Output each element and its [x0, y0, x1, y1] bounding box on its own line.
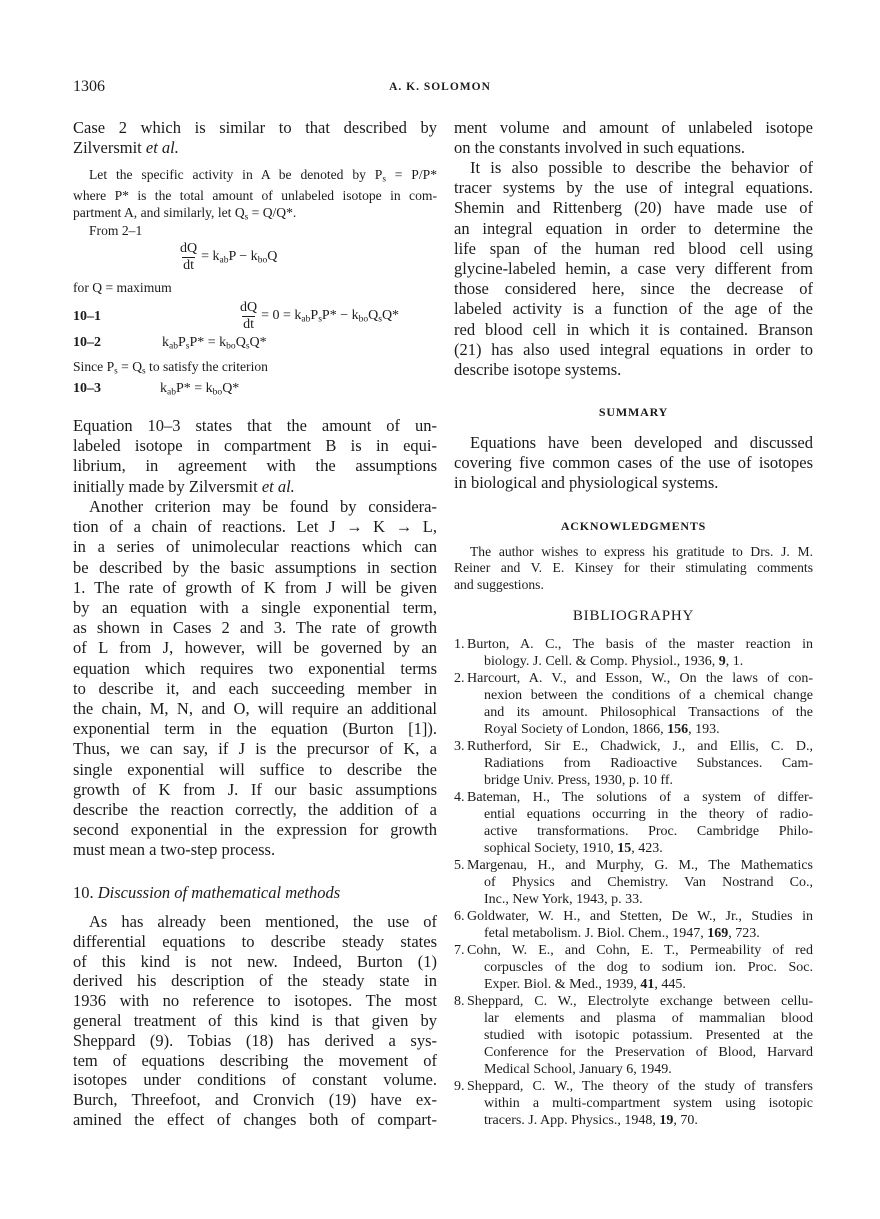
text-run: Zilversmit [73, 138, 146, 158]
text-run: , 423. [631, 840, 663, 856]
text-line: the chain, M, N, and O, will require an additional [73, 699, 437, 719]
reference-item [454, 670, 813, 738]
text-line: Case 2 which is similar to that described by [73, 118, 437, 137]
text-line: (21) has also used integral equations in order to [454, 339, 813, 359]
reference-item [454, 993, 813, 1078]
subscript: s [318, 314, 322, 325]
text-line: Bateman, H., The solutions of a system of differ- [467, 789, 813, 805]
text-line: exponential term in the equation (Burton [1]). [73, 719, 437, 739]
text-run: P* = k [175, 380, 213, 396]
reference-item [454, 908, 813, 942]
text-line: of Physics and Chemistry. Van Nostrand Co., [484, 874, 813, 890]
bold-volume: 19 [659, 1112, 674, 1128]
subscript: bo [358, 314, 369, 325]
summary-paragraph [454, 433, 813, 494]
equation-label-10-1: 10–1 [73, 308, 101, 324]
text-line [467, 840, 813, 857]
text-run: Royal Society of London, 1866, [484, 721, 668, 737]
text-run: P − k [228, 249, 258, 265]
paragraph-case-2 [73, 118, 437, 158]
text-line: As has already been mentioned, the use of [89, 912, 437, 931]
text-run: Q [368, 308, 379, 324]
text-line: From 2–1 [89, 222, 143, 238]
reference-text [467, 942, 813, 993]
reference-text [467, 993, 813, 1078]
text-line: must mean a two-step process. [73, 840, 276, 860]
text-line: describe isotope systems. [454, 360, 622, 380]
text-line: Shemin and Rittenberg (20) have made use of [454, 198, 813, 218]
text-run: , 1. [725, 653, 744, 669]
text-run: = Q [117, 358, 143, 374]
subscript: s [114, 364, 118, 375]
reference-item [454, 942, 813, 993]
bold-volume: 156 [667, 721, 689, 737]
text-run: P* = k [189, 334, 227, 350]
paragraph-another-criterion [73, 497, 437, 861]
paragraph-specific-activity [73, 166, 437, 226]
bold-volume: 41 [640, 976, 655, 992]
paragraph-equation-10-3 [73, 416, 437, 497]
text-line: corpuscles of the dog to sodium ion. Proc. Soc. [484, 959, 813, 975]
subscript: s [244, 211, 249, 222]
page-number: 1306 [73, 78, 105, 95]
reference-item [454, 636, 813, 670]
text-line: Thus, we can say, if J is the precursor of K, a [73, 739, 437, 759]
text-line: red blood cell in which it is contained. Branson [454, 319, 813, 339]
acknowledgments-paragraph [454, 544, 813, 594]
reference-text [467, 670, 813, 738]
paragraph-integral-equations [454, 158, 813, 380]
text-line: Sheppard, C. W., The theory of the study of transfers [467, 1078, 813, 1094]
text-line: bridge Univ. Press, 1930, p. 10 ff. [484, 772, 673, 788]
text-line: differential equations to describe steady states [73, 931, 437, 951]
text-line: Rutherford, Sir E., Chadwick, J., and Ellis, C. D., [467, 738, 813, 754]
text-line: general treatment of this kind is that given by [73, 1010, 437, 1030]
text-run: k [160, 380, 167, 396]
italic-text: et al. [145, 138, 179, 158]
text-line: tem of equations describing the movement of [73, 1050, 437, 1070]
text-line: ment volume and amount of unlabeled isotope [454, 118, 813, 137]
text-line: those considered here, since the decrease of [454, 279, 813, 299]
text-run: sophical Society, 1910, [484, 840, 618, 856]
text-run: = Q/Q*. [248, 204, 297, 220]
text-line: on the constants involved in such equations. [454, 138, 745, 158]
text-run: initially made by Zilversmit [73, 476, 262, 496]
text-run: k [162, 334, 169, 350]
text-line: and suggestions. [454, 576, 544, 592]
subscript: s [382, 172, 386, 183]
text-line: lar elements and plasma of mammalian blood [484, 1010, 813, 1026]
text-line: amined the effect of changes both of compart- [73, 1109, 437, 1129]
text-line [73, 166, 437, 187]
subscript: s [378, 314, 382, 325]
text-run: Q [267, 249, 278, 265]
text-line [73, 883, 437, 903]
text-line: equation which requires two exponential terms [73, 658, 437, 678]
reference-item [454, 857, 813, 908]
text-line: in a series of unimolecular reactions which can [73, 537, 437, 557]
text-line: studied with isotopic potassium. Presented at the [484, 1027, 813, 1043]
subscript: bo [226, 340, 236, 351]
equation-rhs [160, 381, 239, 397]
text-line: Goldwater, W. H., and Stetten, De W., Jr., Studies in [467, 908, 813, 924]
text-line [467, 653, 813, 670]
reference-number: 6. [454, 908, 465, 924]
reference-number: 8. [454, 993, 465, 1009]
text-run: P [177, 334, 186, 350]
subscript: ab [169, 340, 178, 351]
text-line: Reiner and V. E. Kinsey for their stimulating comments [454, 560, 813, 575]
text-line [73, 358, 437, 379]
from-2-1-line [73, 222, 437, 239]
reference-number: 5. [454, 857, 465, 873]
text-line: 1. The rate of growth of K from J will be given [73, 577, 437, 597]
reference-number: 4. [454, 789, 465, 805]
text-line: It is also possible to describe the behavior of [470, 158, 813, 177]
text-line: where P* is the total amount of unlabeled isotope in com- [73, 187, 437, 203]
text-line [467, 976, 813, 993]
text-line: ential equations occurring in the theory of radio- [484, 806, 813, 822]
denominator: dt [183, 258, 194, 273]
numerator: dQ [180, 241, 198, 256]
reference-text [467, 857, 813, 908]
fraction [180, 241, 197, 274]
fraction [240, 300, 257, 333]
text-line: and its amount. Philosophical Transactions of the [484, 704, 813, 720]
text-line: labeled activity is a function of the age of the [454, 299, 813, 319]
subscript: ab [219, 255, 229, 266]
subscript: bo [212, 386, 223, 397]
reference-text [467, 908, 813, 942]
text-line: Inc., New York, 1943, p. 33. [484, 891, 643, 907]
subscript: s [142, 364, 146, 375]
subscript: s [245, 340, 250, 351]
reference-item [454, 1078, 813, 1129]
text-line: of L from J, however, will be governed by an [73, 638, 437, 658]
italic-text: Discussion of mathematical methods [97, 883, 341, 902]
text-line: Another criterion may be found by considera- [89, 497, 437, 516]
text-line: Sheppard, C. W., Electrolyte exchange between cellu- [467, 993, 813, 1009]
text-line: tracer systems by the use of integral equations. [454, 178, 813, 198]
equation-10-3 [160, 381, 239, 397]
text-run: tracers. J. App. Physics., 1948, [484, 1112, 660, 1128]
text-run: Q* [381, 308, 400, 324]
text-line [73, 477, 437, 497]
subscript: bo [257, 255, 268, 266]
text-run: P* − k [321, 308, 359, 324]
text-line: Equations have been developed and discussed [470, 433, 813, 452]
text-run: partment A, and similarly, let Q [73, 204, 245, 220]
summary-heading: SUMMARY [598, 405, 669, 419]
bold-volume: 169 [707, 925, 729, 941]
equation-label-10-3: 10–3 [73, 380, 101, 396]
subscript: ab [301, 314, 311, 325]
acknowledgments-heading: ACKNOWLEDGMENTS [560, 519, 707, 533]
text-line [467, 721, 813, 738]
text-line: describe the reaction correctly, the addition of a [73, 800, 437, 820]
text-line: isotopes under conditions of constant volume. [73, 1070, 437, 1090]
text-run: , 723. [728, 925, 760, 941]
numerator: dQ [240, 300, 258, 315]
running-title: A. K. SOLOMON [389, 81, 491, 93]
subscript: ab [167, 386, 176, 397]
reference-text [467, 738, 813, 789]
reference-text [467, 789, 813, 857]
text-line [467, 925, 813, 942]
equation-10-2 [162, 335, 267, 351]
text-line: glycine-labeled hemin, a case very different from [454, 259, 813, 279]
text-line: covering five common cases of the use of isotopes [454, 453, 813, 473]
for-q-maximum-line [73, 279, 437, 296]
reference-number: 9. [454, 1078, 465, 1094]
text-run: Since P [73, 358, 115, 374]
text-line: as shown in Cases 2 and 3. The rate of growth [73, 618, 437, 638]
reference-number: 7. [454, 942, 465, 958]
equation-label-10-2: 10–2 [73, 334, 101, 350]
reference-number: 2. [454, 670, 465, 686]
text-line: be described by the basic assumptions in section [73, 557, 437, 577]
denominator: dt [243, 317, 254, 332]
text-line: active transformations. Proc. Cambridge Philo- [484, 823, 813, 839]
section-heading [73, 883, 437, 903]
equation-dq-dt [180, 241, 277, 274]
text-run: Let the specific activity in A be denoted by P [89, 166, 383, 182]
reference-item [454, 738, 813, 789]
text-line: tion of a chain of reactions. Let J → K → L, [73, 517, 437, 537]
text-line: 1936 with no reference to isotopes. The most [73, 991, 437, 1011]
text-run: Q [235, 334, 246, 350]
text-run: , 445. [654, 976, 686, 992]
reference-number: 1. [454, 636, 465, 652]
text-run: 10. [73, 883, 98, 902]
text-line: Margenau, H., and Murphy, G. M., The Mathematics [467, 857, 813, 873]
text-run: = 0 = k [261, 308, 302, 324]
text-line: Burch, Threefoot, and Cronvich (19) have ex- [73, 1090, 437, 1110]
text-line: labeled isotope in compartment B is in equi- [73, 436, 437, 456]
reference-text [467, 1078, 813, 1129]
text-run: , 70. [673, 1112, 698, 1128]
text-line: Harcourt, A. V., and Esson, W., On the laws of con- [467, 670, 813, 686]
text-line: Conference for the Preservation of Blood, Harvard [484, 1044, 813, 1060]
text-line: second exponential in the expression for growth [73, 820, 437, 840]
text-line: Radiations from Radioactive Substances. Cam- [484, 755, 813, 771]
equation-rhs [261, 308, 399, 324]
subscript: s [185, 340, 190, 351]
text-line: life span of the human red blood cell using [454, 238, 813, 258]
italic-text: et al. [261, 476, 295, 496]
paragraph-continued [454, 118, 813, 158]
text-run: fetal metabolism. J. Biol. Chem., 1947, [484, 925, 708, 941]
equation-rhs [162, 335, 267, 351]
bold-volume: 15 [617, 840, 632, 856]
text-line [467, 1112, 813, 1129]
text-line: to describe it, and each succeeding member in [73, 678, 437, 698]
text-run: to satisfy the criterion [145, 358, 268, 374]
text-line: Burton, A. C., The basis of the master reaction in [467, 636, 813, 652]
text-run: Q* [249, 334, 267, 350]
text-run: = P/P* [385, 166, 437, 182]
paragraph-discussion [73, 912, 437, 1130]
since-line [73, 358, 437, 379]
text-run: = k [201, 249, 220, 265]
text-run: biology. J. Cell. & Comp. Physiol., 1936, [484, 653, 719, 669]
text-line: an integral equation in order to determine the [454, 218, 813, 238]
text-line: single exponential will suffice to describe the [73, 759, 437, 779]
text-line: for Q = maximum [73, 279, 172, 295]
text-line: by an equation with a single exponential term, [73, 598, 437, 618]
text-line: of this kind is not new. Indeed, Burton (1) [73, 951, 437, 971]
text-line: librium, in agreement with the assumptions [73, 456, 437, 476]
text-line: The author wishes to express his gratitude to Drs. J. M. [470, 543, 813, 559]
text-line: nexion between the conditions of a chemical change [484, 687, 813, 703]
equation-10-1 [240, 300, 399, 333]
equation-rhs [201, 249, 277, 265]
text-line [73, 138, 437, 158]
reference-number: 3. [454, 738, 465, 754]
text-line: growth of K from J. If our basic assumptions [73, 779, 437, 799]
bibliography-heading: BIBLIOGRAPHY [572, 608, 695, 624]
text-run: Q* [222, 380, 240, 396]
text-line: derived his description of the steady state in [73, 971, 437, 991]
text-line: within a multi-compartment system using isotopic [484, 1095, 813, 1111]
text-line: Equation 10–3 states that the amount of un- [73, 416, 437, 435]
text-line: Medical School, January 6, 1949. [484, 1061, 672, 1077]
text-run: , 193. [688, 721, 720, 737]
text-line: Cohn, W. E., and Cohn, E. T., Permeability of red [467, 942, 813, 958]
text-line: in biological and physiological systems. [454, 473, 719, 493]
reference-item [454, 789, 813, 857]
reference-text [467, 636, 813, 670]
text-line: Sheppard (9). Tobias (18) has derived a sys- [73, 1030, 437, 1050]
text-run: Exper. Biol. & Med., 1939, [484, 976, 641, 992]
bibliography-list [454, 636, 813, 1129]
bold-volume: 9 [718, 653, 726, 669]
text-run: P [310, 308, 319, 324]
